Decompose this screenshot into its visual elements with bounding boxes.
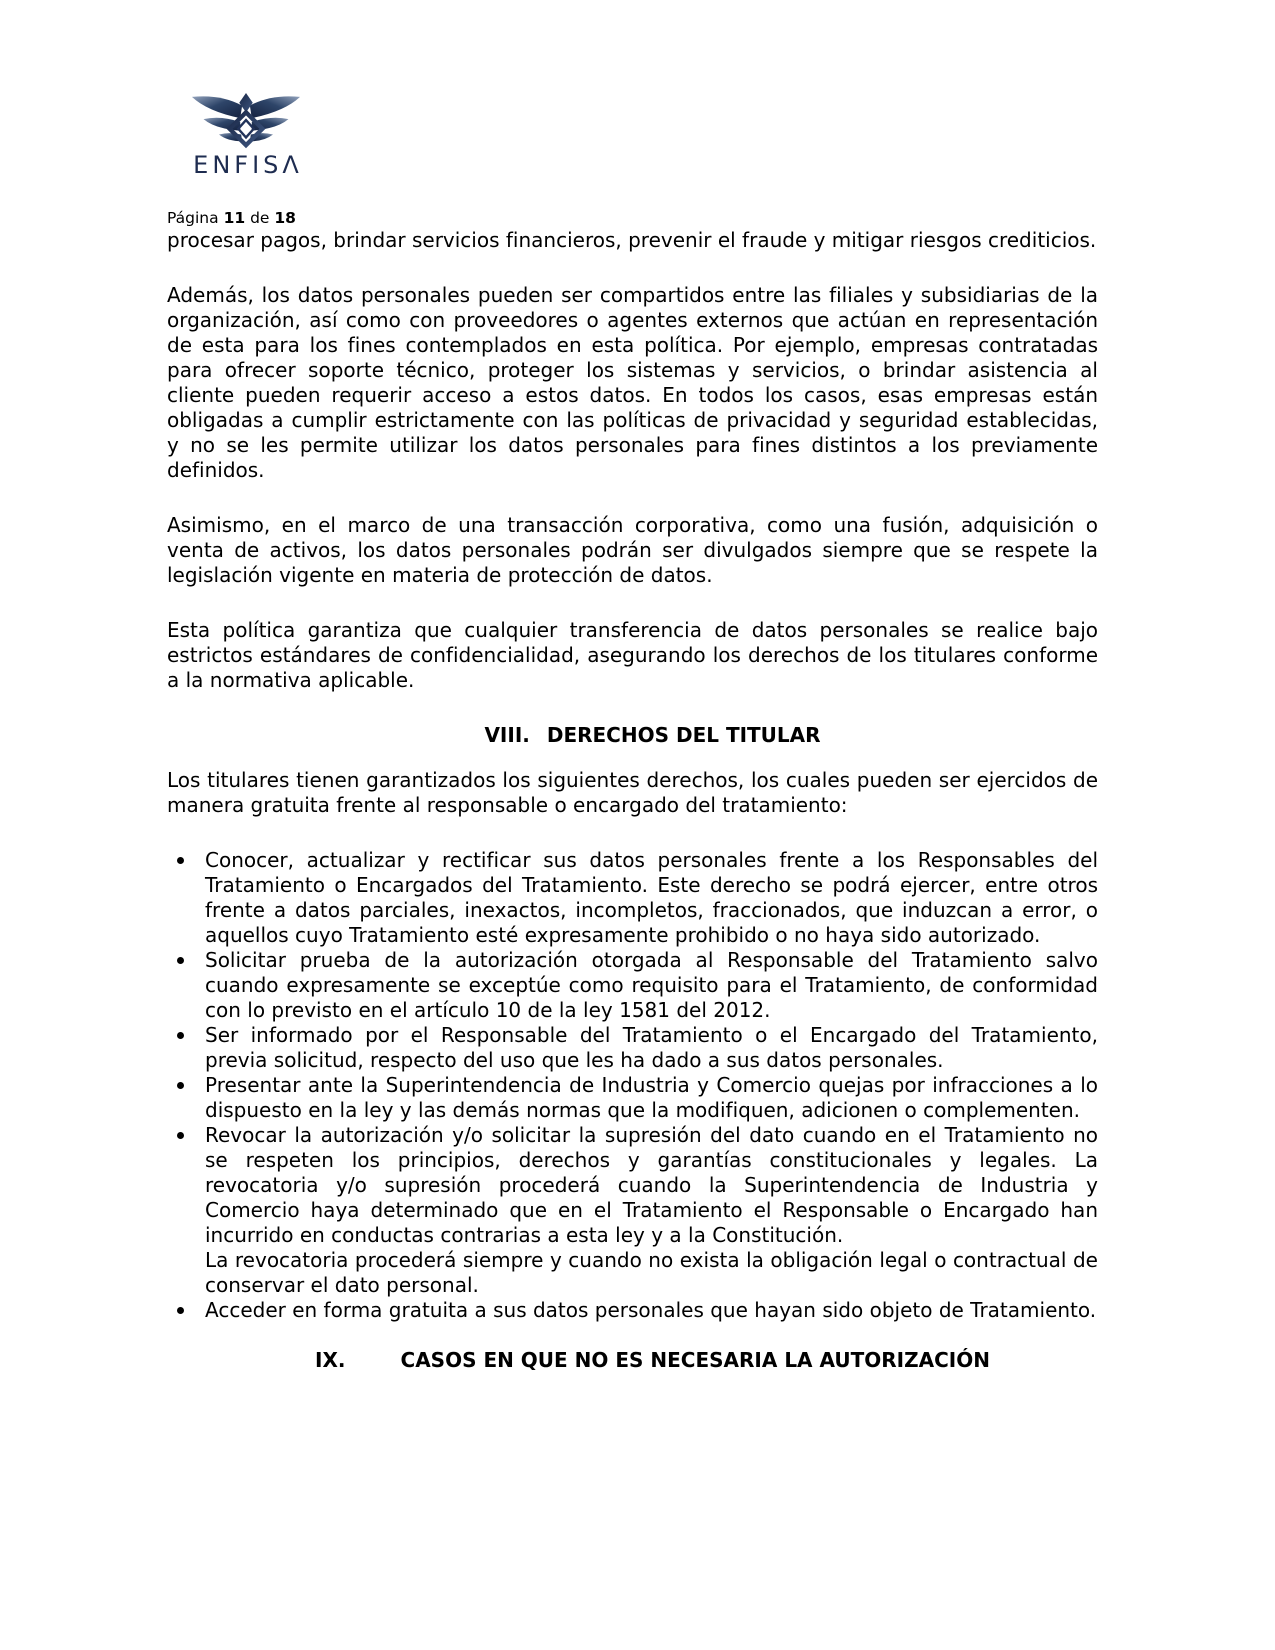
section-ix-number: IX. xyxy=(315,1348,346,1372)
bullet-icon xyxy=(177,1132,184,1139)
page-total: 18 xyxy=(274,209,296,227)
bullet-icon xyxy=(177,857,184,864)
page-content xyxy=(167,0,1098,1373)
body-paragraph-2: Además, los datos personales pueden ser compartidos entre las filiales y subsidiarias de la organización, así como con proveedores o agentes externos que actúan en representación de esta para los fines contemplados en esta política. Por ejemplo, empresas contratadas para ofrecer soporte técnico, proteger los sistemas y servicios, o brindar asistencia al cliente pueden requerir acceso a estos datos. En todos los casos, esas empresas están obligadas a cumplir estrictamente con las políticas de privacidad y seguridad establecidas, y no se les permite utilizar los datos personales para fines distintos a los previamente definidos. xyxy=(167,283,1098,482)
company-logo xyxy=(187,92,305,178)
section-viii-title: DERECHOS DEL TITULAR xyxy=(546,723,821,747)
list-item-note: La revocatoria procederá siempre y cuando no exista la obligación legal o contractual de conservar el dato personal. xyxy=(205,1248,1098,1297)
brand-wordmark: ENFISΛ xyxy=(193,151,303,179)
page-label: Página xyxy=(167,209,219,227)
section-heading-ix xyxy=(187,1348,1118,1373)
page-current: 11 xyxy=(223,209,246,227)
list-item-text: Solicitar prueba de la autorización otorgada al Responsable del Tratamiento salvo cuando expresamente se exceptúe como requisito para el Tratamiento, de conformidad con lo previsto en el artículo 10 de la ley 1581 del 2012. xyxy=(205,948,1098,1022)
body-paragraph-1: procesar pagos, brindar servicios financieros, prevenir el fraude y mitigar riesgos crediticios. xyxy=(167,228,1097,252)
bullet-icon xyxy=(177,1032,184,1039)
bullet-icon xyxy=(177,957,184,964)
list-item xyxy=(167,1123,1098,1298)
list-item-text: Presentar ante la Superintendencia de Industria y Comercio quejas por infracciones a lo dispuesto en la ley y las demás normas que la modifiquen, adicionen o complementen. xyxy=(205,1073,1098,1122)
list-item-text: Acceder en forma gratuita a sus datos personales que hayan sido objeto de Tratamiento. xyxy=(205,1298,1097,1322)
enfisa-wings-logo-icon xyxy=(190,92,302,152)
list-item xyxy=(167,1073,1098,1123)
bullet-icon xyxy=(177,1307,184,1314)
rights-intro-paragraph: Los titulares tienen garantizados los siguientes derechos, los cuales pueden ser ejercidos de manera gratuita frente al responsable o encargado del tratamiento: xyxy=(167,768,1098,817)
list-item-text: Conocer, actualizar y rectificar sus datos personales frente a los Responsables del Tratamiento o Encargados del Tratamiento. Este derecho se podrá ejercer, entre otros frente a datos parciales, inexactos, incompletos, fraccionados, que induzcan a error, o aquellos cuyo Tratamiento esté expresamente prohibido o no haya sido autorizado. xyxy=(205,848,1098,947)
bullet-icon xyxy=(177,1082,184,1089)
page-indicator xyxy=(167,208,1098,228)
list-item-text: Revocar la autorización y/o solicitar la supresión del dato cuando en el Tratamiento no se respeten los principios, derechos y garantías constitucionales y legales. La revocatoria y/o supresión procederá cuando la Superintendencia de Industria y Comercio haya determinado que en el Tratamiento el Responsable o Encargado han incurrido en conductas contrarias a esta ley y a la Constitución. xyxy=(205,1123,1098,1247)
page-separator: de xyxy=(250,209,270,227)
body-paragraph-3: Asimismo, en el marco de una transacción corporativa, como una fusión, adquisición o venta de activos, los datos personales podrán ser divulgados siempre que se respete la legislación vigente en materia de protección de datos. xyxy=(167,513,1098,587)
rights-list xyxy=(167,848,1098,1323)
list-item xyxy=(167,848,1098,948)
list-item xyxy=(167,1298,1098,1323)
section-heading-viii xyxy=(187,723,1118,748)
body-paragraph-4: Esta política garantiza que cualquier transferencia de datos personales se realice bajo estrictos estándares de confidencialidad, asegurando los derechos de los titulares conforme a la normativa aplicable. xyxy=(167,618,1098,692)
list-item-text: Ser informado por el Responsable del Tratamiento o el Encargado del Tratamiento, previa solicitud, respecto del uso que les ha dado a sus datos personales. xyxy=(205,1023,1098,1072)
section-viii-number: VIII. xyxy=(484,723,530,747)
list-item xyxy=(167,1023,1098,1073)
section-ix-title: CASOS EN QUE NO ES NECESARIA LA AUTORIZACIÓN xyxy=(400,1348,990,1372)
list-item xyxy=(167,948,1098,1023)
